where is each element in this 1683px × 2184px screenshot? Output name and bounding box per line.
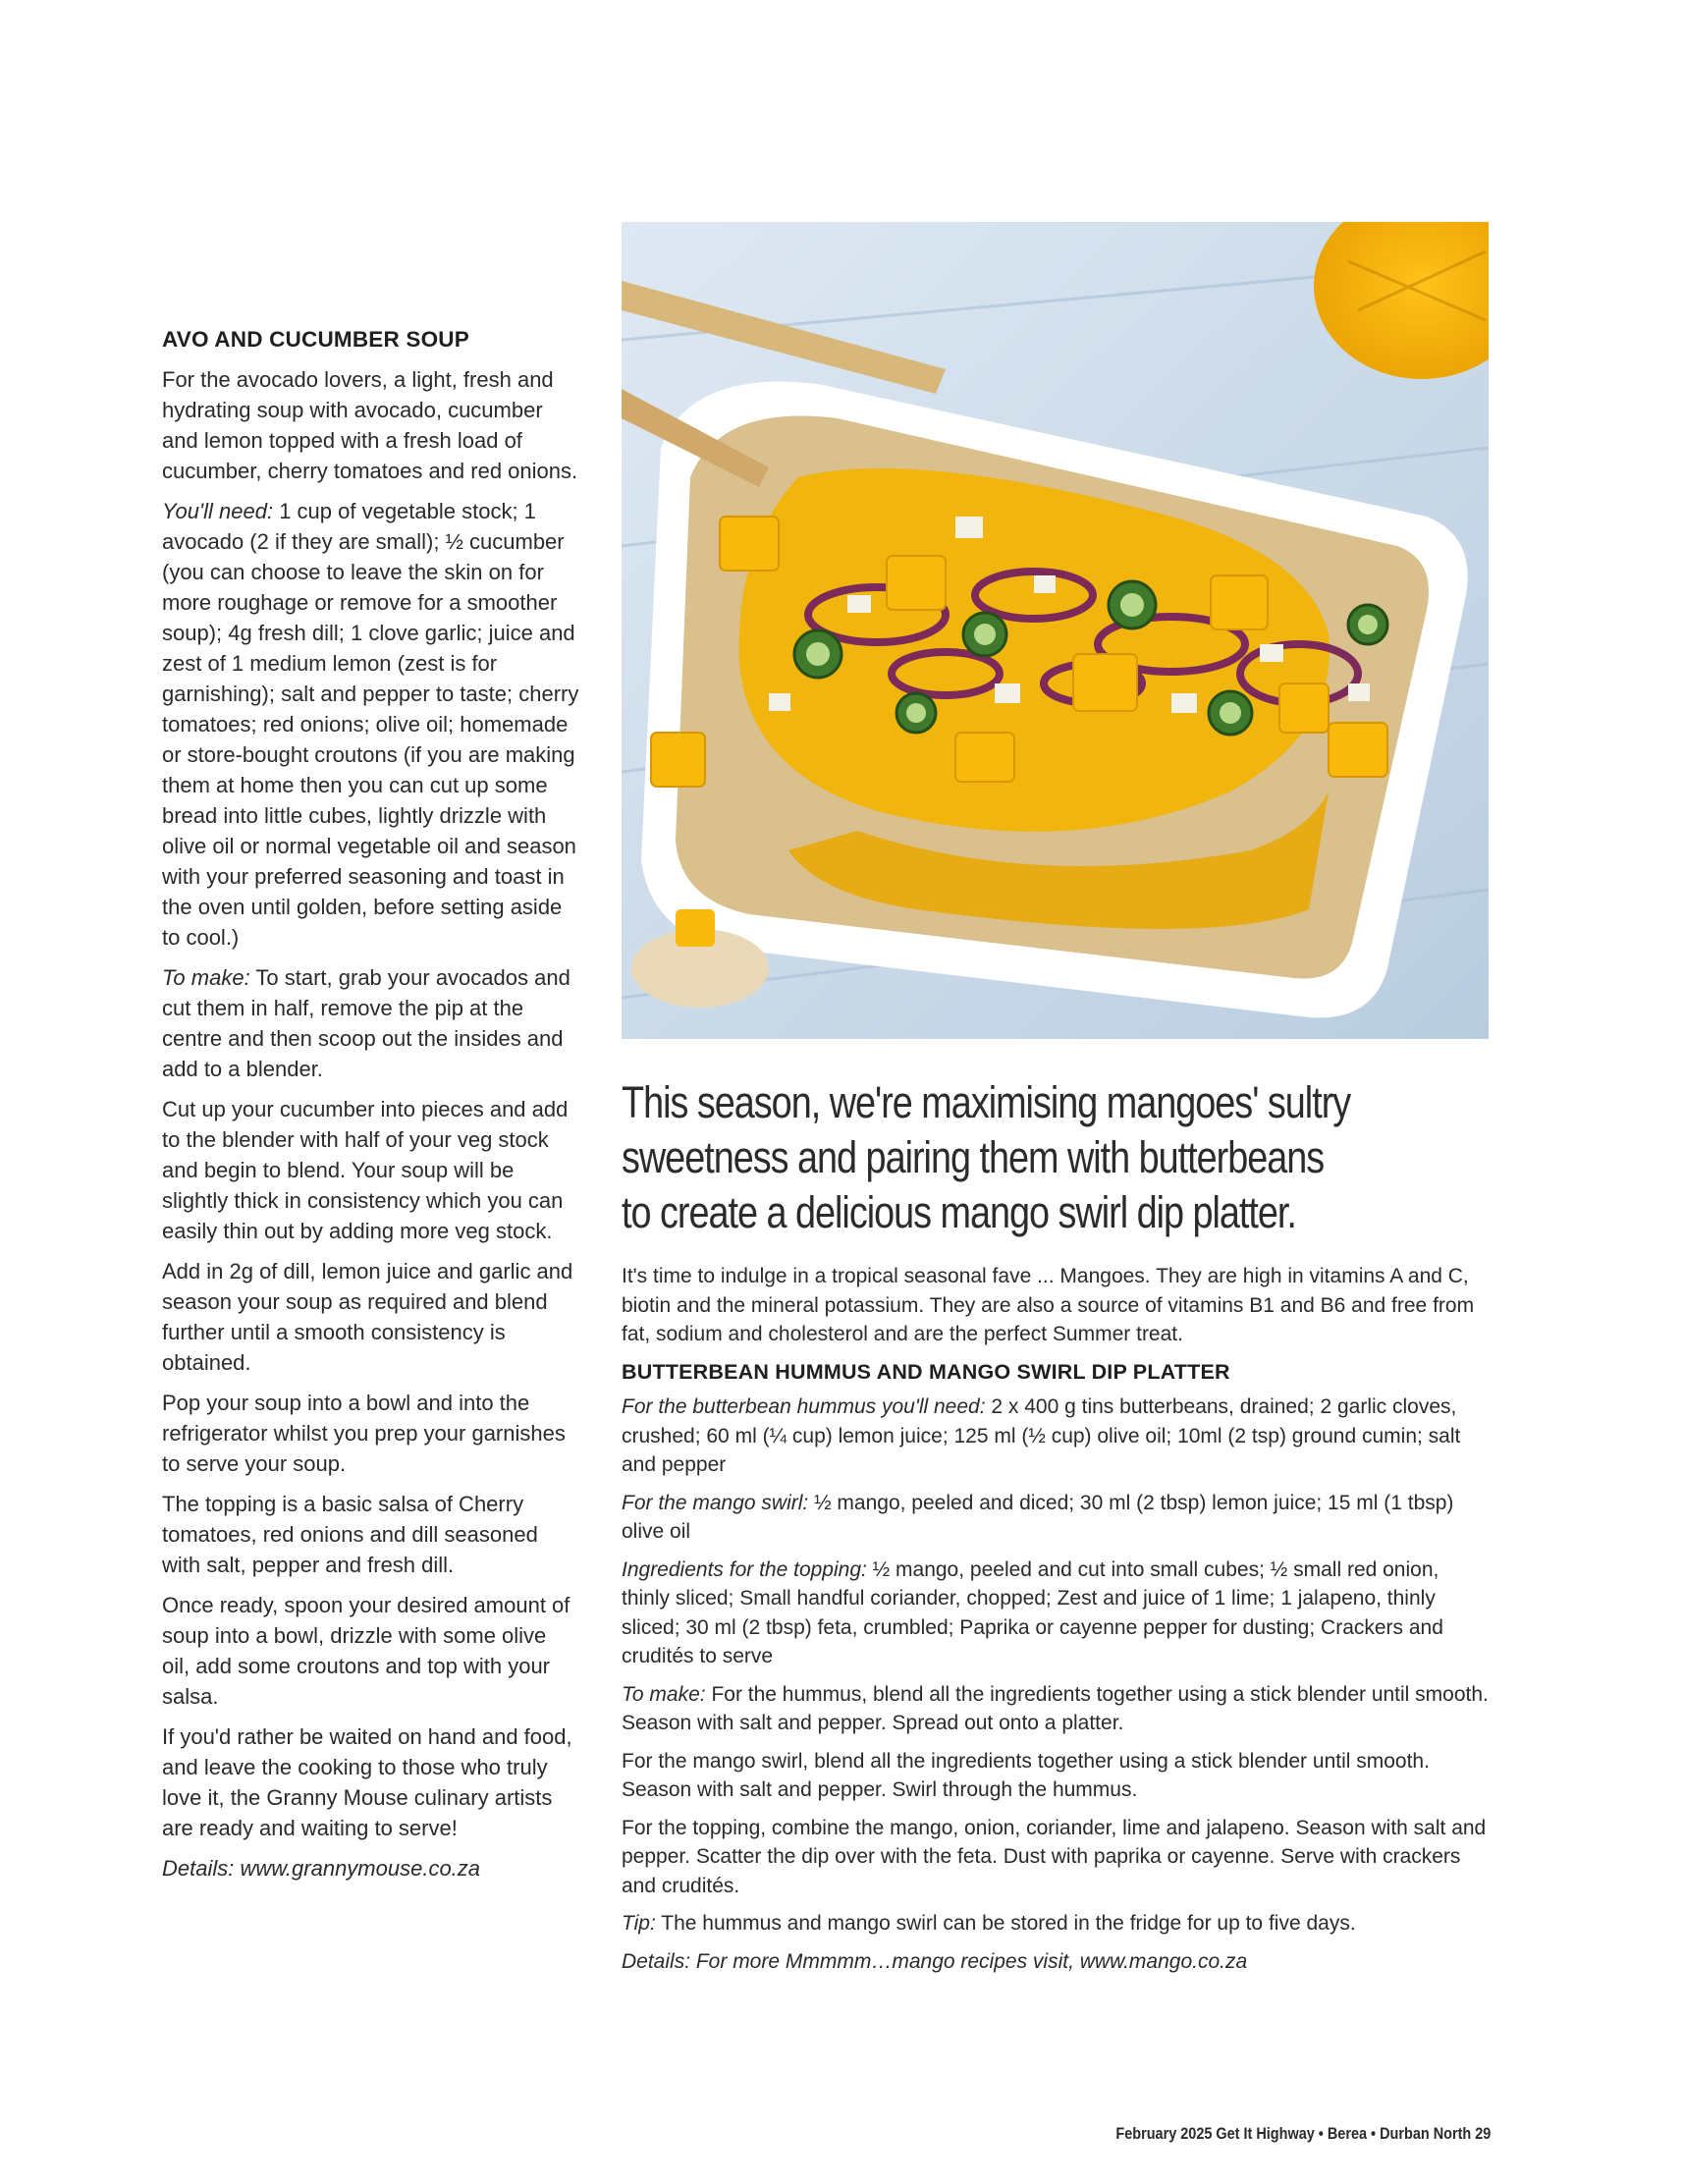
hummus-article <box>622 1262 1491 1985</box>
soup-article <box>162 324 579 1893</box>
soup-ingredients <box>162 496 579 953</box>
hummus-heading: BUTTERBEAN HUMMUS AND MANGO SWIRL DIP PLATTER <box>622 1359 1230 1384</box>
pull-quote-line-1: This season, we're maximising mangoes' sultry <box>622 1077 1351 1127</box>
hummus-tip <box>622 1909 1491 1938</box>
hummus-ingredients <box>622 1392 1491 1480</box>
soup-method <box>162 962 579 1084</box>
pull-quote-line-2: sweetness and pairing them with butterbeans <box>622 1132 1325 1182</box>
soup-step-6: Once ready, spoon your desired amount of soup into a bowl, drizzle with some olive oil, add some croutons and top with your salsa. <box>162 1593 570 1709</box>
topping-lead: Ingredients for the topping: <box>622 1557 867 1581</box>
soup-step-7: If you'd rather be waited on hand and food, and leave the cooking to those who truly love it, the Granny Mouse culinary artists are ready and waiting to serve! <box>162 1724 572 1840</box>
soup-make-text: To start, grab your avocados and cut them in half, remove the pip at the centre and then scoop out the insides and add to a blender. <box>162 965 570 1081</box>
swirl-ingredients <box>622 1489 1491 1547</box>
pull-quote <box>622 1075 1351 1240</box>
soup-need-lead: You'll need: <box>162 499 274 523</box>
soup-heading: AVO AND CUCUMBER SOUP <box>162 327 469 352</box>
soup-step-4: Pop your soup into a bowl and into the refrigerator whilst you prep your garnishes to serve your soup. <box>162 1391 566 1476</box>
hummus-details: Details: For more Mmmmm…mango recipes visit, www.mango.co.za <box>622 1949 1248 1973</box>
hummus-need-lead: For the butterbean hummus you'll need: <box>622 1395 986 1418</box>
soup-intro: For the avocado lovers, a light, fresh and hydrating soup with avocado, cucumber and lemon topped with a fresh load of cucumber, cherry tomatoes and red onions. <box>162 367 578 483</box>
topping-ingredients <box>622 1556 1491 1671</box>
soup-details: Details: www.grannymouse.co.za <box>162 1856 481 1881</box>
hummus-method <box>622 1680 1491 1738</box>
tip-text: The hummus and mango swirl can be stored in the fridge for up to five days. <box>655 1912 1356 1935</box>
soup-step-2: Cut up your cucumber into pieces and add to the blender with half of your veg stock and begin to blend. Your soup will be slightly thick in consistency which you can easily thin out by adding more veg stock. <box>162 1097 569 1243</box>
hummus-intro: It's time to indulge in a tropical seasonal fave ... Mangoes. They are high in vitamins A and C, biotin and the mineral potassium. They are also a source of vitamins B1 and B6 and free from fat, sodium and cholesterol and are the perfect Summer treat. <box>622 1265 1475 1345</box>
soup-step-5: The topping is a basic salsa of Cherry tomatoes, red onions and dill seasoned with salt, pepper and fresh dill. <box>162 1492 538 1577</box>
dip-platter-photo <box>622 222 1489 1039</box>
tip-lead: Tip: <box>622 1912 656 1935</box>
dip-platter-illustration <box>622 222 1489 1039</box>
hummus-make-text: For the hummus, blend all the ingredients together using a stick blender until smooth. Season with salt and pepper. Spread out onto a platter. <box>622 1682 1489 1734</box>
swirl-text: ½ mango, peeled and diced; 30 ml (2 tbsp) lemon juice; 15 ml (1 tbsp) olive oil <box>622 1491 1454 1543</box>
swirl-lead: For the mango swirl: <box>622 1491 809 1514</box>
page-footer: February 2025 Get It Highway • Berea • Durban North 29 <box>1115 2124 1491 2143</box>
pull-quote-line-3: to create a delicious mango swirl dip platter. <box>622 1187 1296 1237</box>
soup-make-lead: To make: <box>162 965 250 990</box>
hummus-step-3: For the topping, combine the mango, onion, coriander, lime and jalapeno. Season with salt and pepper. Scatter the dip over with the feta. Dust with paprika or cayenne. Serve with crackers and crudités. <box>622 1816 1487 1897</box>
hummus-need-text: 2 x 400 g tins butterbeans, drained; 2 garlic cloves, crushed; 60 ml (¼ cup) lemon juice; 125 ml (½ cup) olive oil; 10ml (2 tsp) ground cumin; salt and pepper <box>622 1395 1461 1476</box>
topping-text: ½ mango, peeled and cut into small cubes; ½ small red onion, thinly sliced; Small handful coriander, chopped; Zest and juice of 1 lime; 1 jalapeno, thinly sliced; 30 ml (2 tbsp) feta, crumbled; Paprika or cayenne pepper for dusting; Crackers and crudités to serve <box>622 1557 1443 1667</box>
soup-step-3: Add in 2g of dill, lemon juice and garlic and season your soup as required and blend further until a smooth consistency is obtained. <box>162 1259 573 1375</box>
soup-need-text: 1 cup of vegetable stock; 1 avocado (2 if they are small); ½ cucumber (you can choose to leave the skin on for more roughage or remove for a smoother soup); 4g fresh dill; 1 clove garlic; juice and zest of 1 medium lemon (zest is for garnishing); salt and pepper to taste; cherry tomatoes; red onions; olive oil; homemade or store-bought croutons (if you are making them at home then you can cut up some bread into little cubes, lightly drizzle with olive oil or normal vegetable oil and season with your preferred seasoning and toast in the oven until golden, before setting aside to cool.) <box>162 499 579 950</box>
hummus-make-lead: To make: <box>622 1682 706 1706</box>
hummus-step-2: For the mango swirl, blend all the ingredients together using a stick blender until smooth. Season with salt and pepper. Swirl through the hummus. <box>622 1749 1430 1801</box>
